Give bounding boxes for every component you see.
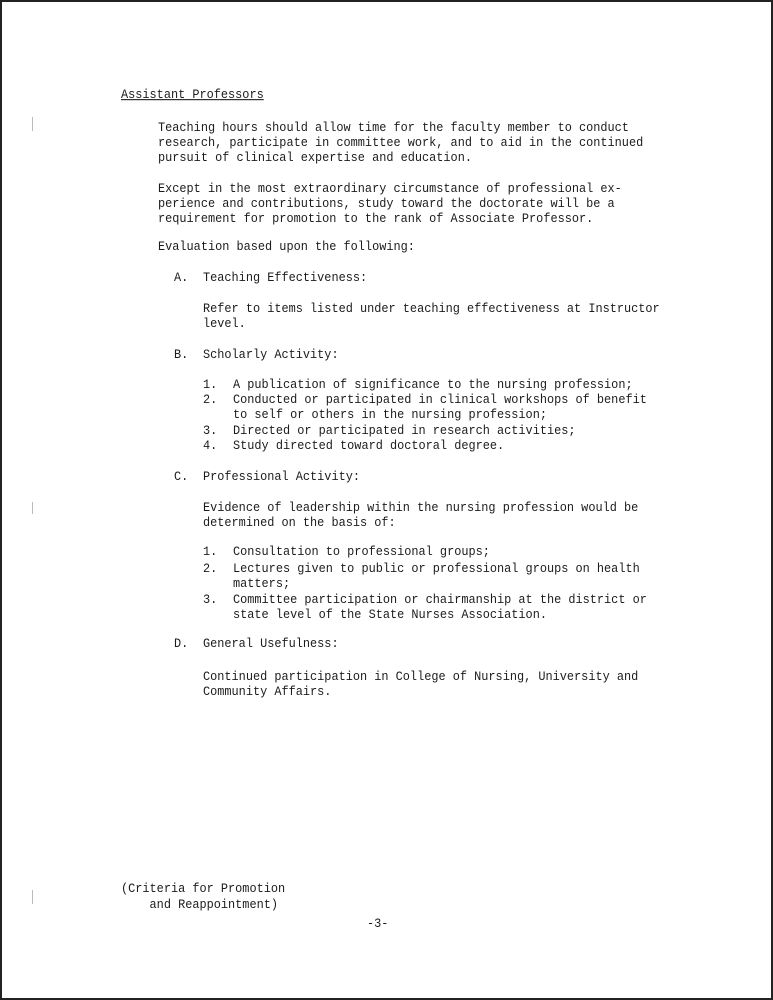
list-number: 1. xyxy=(203,544,218,560)
evaluation-intro: Evaluation based upon the following: xyxy=(158,239,415,255)
section-text: determined on the basis of: xyxy=(203,515,396,531)
section-text: level. xyxy=(203,316,246,332)
list-item: matters; xyxy=(233,576,291,592)
list-item: Study directed toward doctoral degree. xyxy=(233,438,505,454)
list-number: 1. xyxy=(203,377,218,393)
scan-mark xyxy=(32,890,33,904)
list-item: Committee participation or chairmanship at the district or xyxy=(233,592,647,608)
section-heading: Assistant Professors xyxy=(121,87,264,103)
list-number: 3. xyxy=(203,592,218,608)
section-letter: C. xyxy=(174,469,189,485)
scan-mark xyxy=(32,117,33,131)
list-item: Lectures given to public or professional groups on health xyxy=(233,561,640,577)
list-number: 2. xyxy=(203,392,218,408)
section-letter: D. xyxy=(174,636,189,652)
paragraph-line: pursuit of clinical expertise and education. xyxy=(158,150,472,166)
section-text: Community Affairs. xyxy=(203,684,332,700)
list-item: to self or others in the nursing profession; xyxy=(233,407,547,423)
paragraph-line: Except in the most extraordinary circumstance of professional ex- xyxy=(158,181,622,197)
list-number: 3. xyxy=(203,423,218,439)
section-letter: B. xyxy=(174,347,189,363)
footer-line: (Criteria for Promotion xyxy=(121,881,286,897)
list-number: 2. xyxy=(203,561,218,577)
paragraph-line: Teaching hours should allow time for the faculty member to conduct xyxy=(158,120,629,136)
section-letter: A. xyxy=(174,270,189,286)
section-text: Continued participation in College of Nursing, University and xyxy=(203,669,639,685)
list-item: Consultation to professional groups; xyxy=(233,544,490,560)
paragraph-line: perience and contributions, study toward the doctorate will be a xyxy=(158,196,615,212)
page-number: -3- xyxy=(367,916,389,932)
section-text: Refer to items listed under teaching effectiveness at Instructor xyxy=(203,301,660,317)
section-title: Professional Activity: xyxy=(203,469,360,485)
footer-line: and Reappointment) xyxy=(121,897,278,913)
section-title: General Usefulness: xyxy=(203,636,339,652)
section-text: Evidence of leadership within the nursing profession would be xyxy=(203,500,639,516)
list-number: 4. xyxy=(203,438,218,454)
list-item: Conducted or participated in clinical workshops of benefit xyxy=(233,392,647,408)
section-title: Teaching Effectiveness: xyxy=(203,270,368,286)
list-item: A publication of significance to the nursing profession; xyxy=(233,377,633,393)
list-item: Directed or participated in research activities; xyxy=(233,423,576,439)
list-item: state level of the State Nurses Association. xyxy=(233,607,547,623)
scan-mark xyxy=(32,502,33,514)
paragraph-line: research, participate in committee work, and to aid in the continued xyxy=(158,135,644,151)
section-title: Scholarly Activity: xyxy=(203,347,339,363)
paragraph-line: requirement for promotion to the rank of Associate Professor. xyxy=(158,211,594,227)
